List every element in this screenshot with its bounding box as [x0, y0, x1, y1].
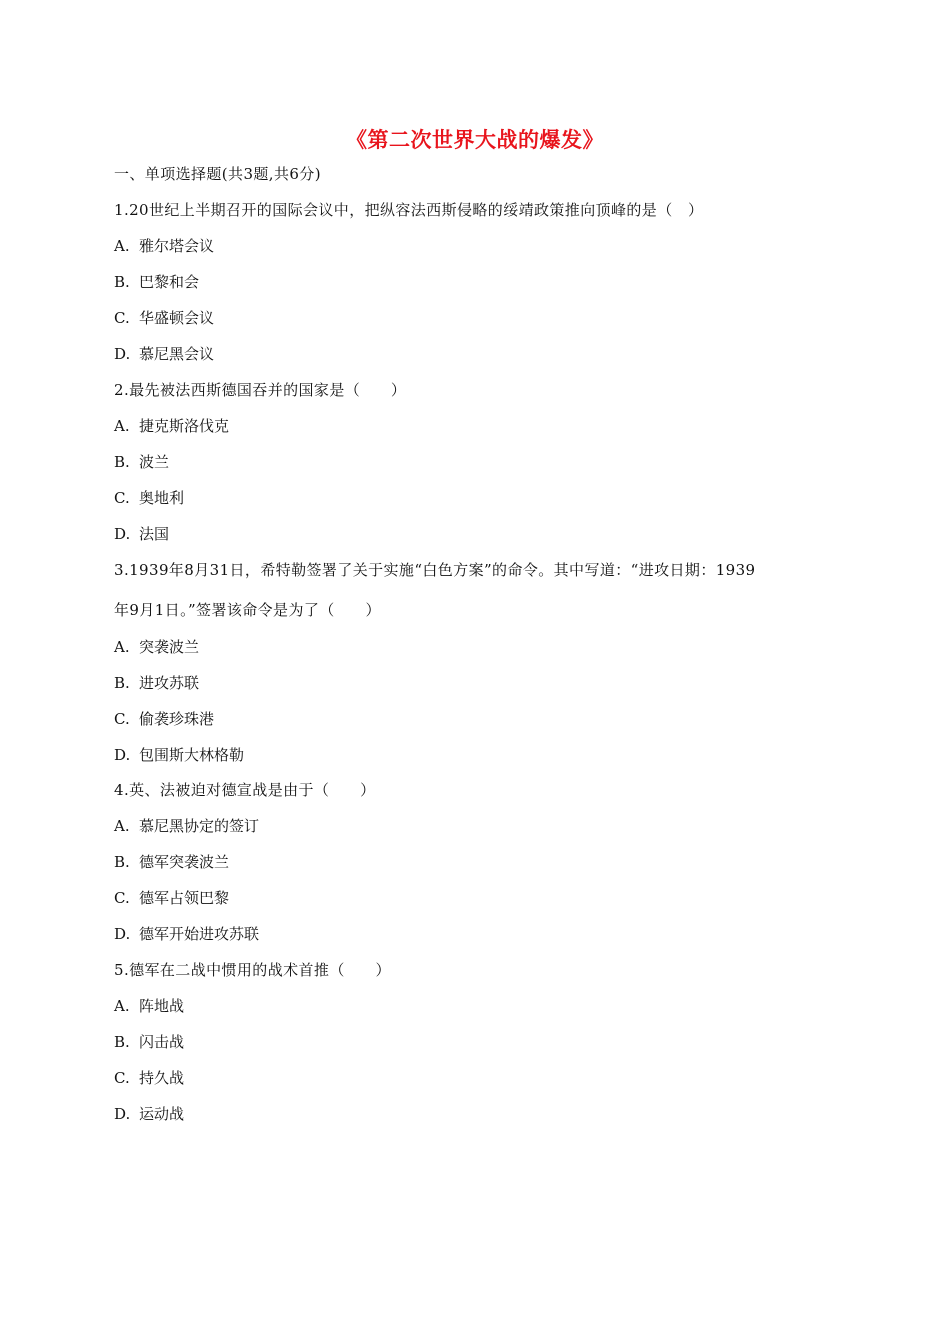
option-text: 持久战 — [139, 1069, 185, 1087]
question-5-option-a — [114, 996, 184, 1016]
section-header: 一、单项选择题(共3题,共6分) — [114, 165, 321, 183]
question-2-option-c — [114, 488, 184, 508]
option-letter: D. — [114, 925, 131, 943]
option-text: 慕尼黑协定的签订 — [139, 817, 260, 835]
option-letter: D. — [114, 1105, 131, 1123]
question-1-option-b — [114, 272, 199, 292]
question-1-option-a — [114, 236, 214, 256]
option-text: 包围斯大林格勒 — [139, 746, 245, 764]
question-4-stem: 4.英、法被迫对德宣战是由于（ ） — [114, 781, 376, 799]
option-text: 偷袭珍珠港 — [139, 710, 215, 728]
option-letter: B. — [114, 1033, 130, 1051]
option-text: 运动战 — [139, 1105, 185, 1123]
option-letter: A. — [114, 638, 130, 656]
option-text: 波兰 — [139, 453, 170, 471]
question-4-option-b — [114, 852, 229, 872]
option-letter: D. — [114, 525, 131, 543]
option-letter: B. — [114, 273, 130, 291]
question-5-stem: 5.德军在二战中惯用的战术首推（ ） — [114, 961, 391, 979]
option-text: 捷克斯洛伐克 — [139, 417, 230, 435]
question-5-option-c — [114, 1068, 184, 1088]
question-3-option-c — [114, 709, 214, 729]
option-letter: C. — [114, 309, 130, 327]
question-2-stem: 2.最先被法西斯德国吞并的国家是（ ） — [114, 381, 407, 399]
option-letter: B. — [114, 453, 130, 471]
question-4-option-c — [114, 888, 229, 908]
question-5-option-b — [114, 1032, 184, 1052]
option-letter: B. — [114, 853, 130, 871]
question-4-option-a — [114, 816, 259, 836]
option-text: 突袭波兰 — [139, 638, 200, 656]
option-letter: C. — [114, 889, 130, 907]
option-text: 雅尔塔会议 — [139, 237, 215, 255]
option-text: 法国 — [139, 525, 170, 543]
question-2-option-d — [114, 524, 169, 544]
option-letter: D. — [114, 345, 131, 363]
option-letter: D. — [114, 746, 131, 764]
question-3-stem: 3.1939年8月31日，希特勒签署了关于实施“白色方案”的命令。其中写道：“进攻日期：1939 — [114, 561, 756, 579]
question-2-option-b — [114, 452, 169, 472]
option-text: 德军开始进攻苏联 — [139, 925, 260, 943]
option-letter: C. — [114, 489, 130, 507]
option-letter: C. — [114, 710, 130, 728]
question-1-stem: 1.20世纪上半期召开的国际会议中，把纵容法西斯侵略的绥靖政策推向顶峰的是（ ） — [114, 201, 704, 219]
option-text: 巴黎和会 — [139, 273, 200, 291]
question-2-option-a — [114, 416, 229, 436]
question-4-option-d — [114, 924, 259, 944]
option-letter: A. — [114, 237, 130, 255]
question-3-stem-continued: 年9月1日。”签署该命令是为了（ ） — [114, 601, 381, 619]
question-3-option-d — [114, 745, 244, 765]
option-text: 奥地利 — [139, 489, 185, 507]
question-5-option-d — [114, 1104, 184, 1124]
option-text: 闪击战 — [139, 1033, 185, 1051]
option-text: 进攻苏联 — [139, 674, 200, 692]
page-title: 《第二次世界大战的爆发》 — [346, 128, 604, 152]
option-text: 华盛顿会议 — [139, 309, 215, 327]
option-text: 德军突袭波兰 — [139, 853, 230, 871]
question-1-option-d — [114, 344, 214, 364]
option-letter: C. — [114, 1069, 130, 1087]
question-1-option-c — [114, 308, 214, 328]
option-letter: A. — [114, 817, 130, 835]
option-letter: A. — [114, 417, 130, 435]
option-letter: A. — [114, 997, 130, 1015]
option-letter: B. — [114, 674, 130, 692]
option-text: 慕尼黑会议 — [139, 345, 215, 363]
question-3-option-a — [114, 637, 199, 657]
option-text: 阵地战 — [139, 997, 185, 1015]
option-text: 德军占领巴黎 — [139, 889, 230, 907]
question-3-option-b — [114, 673, 199, 693]
